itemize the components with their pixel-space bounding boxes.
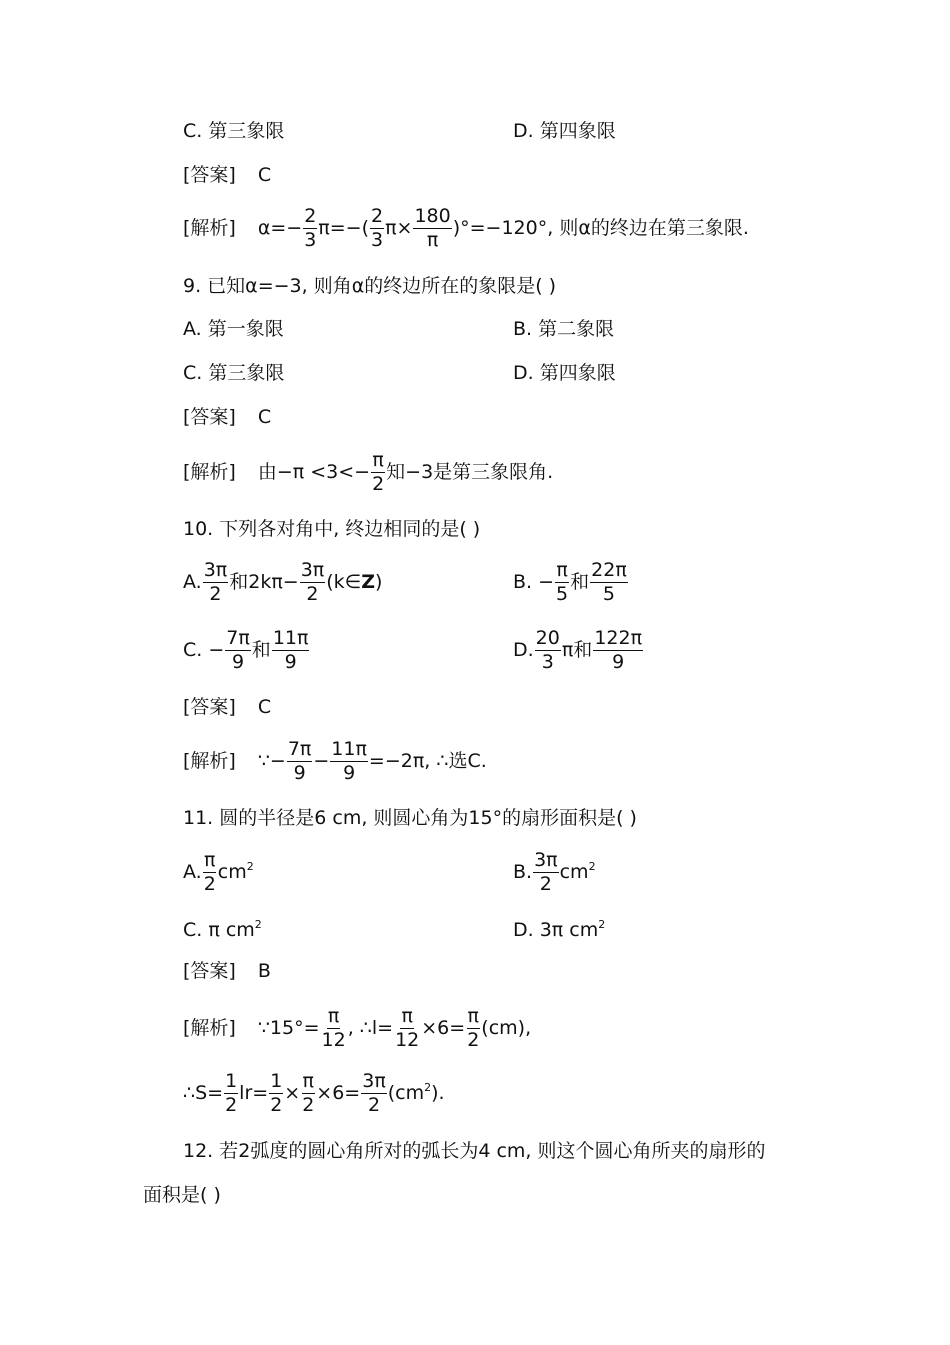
fraction [593, 629, 643, 672]
option-text: cm [559, 861, 589, 883]
option-text: cm [217, 861, 247, 883]
q10-option-c [183, 629, 310, 672]
fraction-numerator: 11π [331, 738, 367, 760]
option-text: 和 [570, 571, 590, 593]
fraction-numerator: π [302, 1070, 314, 1092]
fraction [303, 207, 317, 250]
fraction-numerator: 1 [225, 1070, 238, 1092]
q9-stem: 9. 已知α=−3, 则角α的终边所在的象限是( ) [183, 275, 557, 297]
exp-text: π=−( [318, 217, 369, 239]
fraction [590, 561, 628, 604]
fraction [555, 561, 569, 604]
exp-text: ∴S= [183, 1082, 224, 1104]
fraction-denominator: 2 [203, 873, 216, 895]
exp-text: π× [385, 217, 413, 239]
option-text: (k∈ [326, 571, 362, 593]
q9-explanation [183, 451, 553, 494]
fraction-denominator: 2 [539, 873, 552, 895]
fraction-numerator: 20 [535, 627, 560, 649]
fraction [413, 207, 451, 250]
exp-text: )°=−120°, 则α的终边在第三象限. [452, 217, 749, 239]
superscript: 2 [246, 860, 254, 873]
fraction-denominator: 9 [343, 762, 356, 784]
exp-text: ). [431, 1082, 445, 1104]
fraction-denominator: 9 [284, 651, 297, 673]
q11-option-d [513, 919, 605, 940]
exp-text: ×6= [421, 1017, 466, 1039]
fraction [269, 1072, 283, 1115]
q12-stem-line2: 面积是( ) [143, 1184, 221, 1206]
fraction-denominator: π [426, 229, 439, 251]
exp-text: − [313, 750, 330, 772]
option-letter: D. [513, 639, 534, 661]
option-text: D. 3π cm [513, 919, 599, 941]
q9-option-b: B. 第二象限 [513, 318, 615, 340]
answer-label: [答案] [183, 406, 236, 428]
q11-option-c [183, 919, 262, 940]
fraction-denominator: 2 [225, 1094, 238, 1116]
fraction-denominator: 2 [372, 473, 385, 495]
q11-option-a [183, 851, 254, 894]
fraction-denominator: 2 [209, 583, 222, 605]
exp-text: lr= [239, 1082, 269, 1104]
answer-value: B [257, 960, 271, 982]
fraction [394, 1007, 420, 1050]
fraction-denominator: 5 [602, 583, 616, 605]
exp-text: 知−3是第三象限角. [386, 461, 554, 483]
option-text: C. π cm [183, 919, 255, 941]
superscript: 2 [424, 1081, 432, 1094]
q8-option-c: C. 第三象限 [183, 120, 285, 142]
fraction-denominator: 12 [321, 1029, 346, 1051]
option-letter: C. − [183, 639, 225, 661]
fraction-numerator: 2 [304, 205, 317, 227]
fraction-numerator: 1 [270, 1070, 283, 1092]
fraction [225, 629, 251, 672]
fraction [287, 740, 313, 783]
fraction-numerator: 3π [203, 559, 228, 581]
q11-option-b [513, 851, 596, 894]
q10-explanation [183, 740, 487, 783]
fraction-denominator: 2 [302, 1094, 315, 1116]
fraction-numerator: π [467, 1005, 479, 1027]
exp-text: 由−π <3<− [257, 461, 371, 483]
q8-option-d: D. 第四象限 [513, 120, 616, 142]
fraction-numerator: π [327, 1005, 340, 1027]
q10-answer [183, 698, 271, 717]
exp-text: × [284, 1082, 301, 1104]
fraction-numerator: 7π [287, 738, 312, 760]
fraction-numerator: π [556, 559, 568, 581]
fraction [203, 851, 217, 894]
q11-area-derivation [183, 1072, 445, 1115]
exp-text: =−2π, ∴选C. [368, 750, 487, 772]
fraction-denominator: 2 [306, 583, 319, 605]
q8-answer [183, 166, 271, 185]
q8-explanation [183, 207, 749, 250]
q10-option-d [513, 629, 644, 672]
answer-label: [答案] [183, 696, 236, 718]
fraction [330, 740, 368, 783]
fraction [361, 1072, 387, 1115]
option-text: π和 [561, 639, 593, 661]
integer-set-symbol: Z [361, 571, 375, 593]
fraction-denominator: 2 [367, 1094, 381, 1116]
fraction-numerator: 2 [371, 205, 384, 227]
option-letter: B. − [513, 571, 555, 593]
superscript: 2 [598, 918, 606, 931]
fraction-numerator: 3π [300, 559, 325, 581]
exp-text: α=− [257, 217, 303, 239]
answer-label: [答案] [183, 960, 236, 982]
fraction-numerator: π [372, 449, 384, 471]
superscript: 2 [254, 918, 262, 931]
fraction [300, 561, 326, 604]
q9-option-a: A. 第一象限 [183, 318, 284, 340]
q10-option-a [183, 561, 382, 604]
fraction-numerator: 11π [272, 627, 309, 649]
fraction-numerator: 3π [534, 849, 558, 871]
fraction [203, 561, 229, 604]
fraction [370, 207, 384, 250]
fraction-denominator: 9 [293, 762, 306, 784]
fraction-numerator: 3π [362, 1070, 386, 1092]
fraction-denominator: 9 [612, 651, 625, 673]
fraction-numerator: 22π [591, 559, 627, 581]
fraction-denominator: 3 [541, 651, 554, 673]
fraction-denominator: 3 [371, 229, 384, 251]
q9-option-d: D. 第四象限 [513, 362, 616, 384]
answer-label: [答案] [183, 164, 236, 186]
answer-value: C [257, 696, 272, 718]
q9-answer [183, 408, 271, 427]
fraction [535, 629, 561, 672]
fraction [371, 451, 385, 494]
fraction [301, 1072, 315, 1115]
exp-text: ×6= [316, 1082, 361, 1104]
q12-stem-line1: 12. 若2弧度的圆心角所对的弧长为4 cm, 则这个圆心角所夹的扇形的 [183, 1140, 766, 1162]
explanation-label: [解析] [183, 461, 236, 483]
exp-text: ∵− [257, 750, 286, 772]
option-text: 和2kπ− [229, 571, 299, 593]
fraction [466, 1007, 480, 1050]
explanation-label: [解析] [183, 750, 236, 772]
fraction [533, 851, 559, 894]
fraction-denominator: 5 [556, 583, 569, 605]
exp-text: , ∴l= [347, 1017, 394, 1039]
answer-value: C [257, 164, 272, 186]
q11-explanation [183, 1007, 531, 1050]
fraction-denominator: 2 [270, 1094, 283, 1116]
fraction [272, 629, 310, 672]
fraction-numerator: π [401, 1005, 413, 1027]
fraction-denominator: 9 [231, 651, 245, 673]
explanation-label: [解析] [183, 217, 236, 239]
superscript: 2 [588, 860, 596, 873]
answer-value: C [257, 406, 272, 428]
exp-text: ∵15°= [257, 1017, 320, 1039]
option-text: ) [374, 571, 383, 593]
explanation-label: [解析] [183, 1017, 236, 1039]
fraction [321, 1007, 347, 1050]
exp-text: (cm), [481, 1017, 532, 1039]
option-letter: B. [513, 861, 533, 883]
fraction-denominator: 3 [304, 229, 317, 251]
fraction-numerator: 122π [594, 627, 643, 649]
option-text: 和 [251, 639, 271, 661]
fraction-numerator: 7π [226, 627, 250, 649]
q10-option-b [513, 561, 629, 604]
fraction [224, 1072, 238, 1115]
exp-text: (cm [387, 1082, 425, 1104]
q10-stem: 10. 下列各对角中, 终边相同的是( ) [183, 518, 481, 540]
fraction-numerator: π [204, 849, 216, 871]
fraction-denominator: 2 [467, 1029, 480, 1051]
q11-answer [183, 962, 271, 981]
fraction-numerator: 180 [414, 205, 451, 227]
option-letter: A. [183, 861, 202, 883]
q9-option-c: C. 第三象限 [183, 362, 285, 384]
q11-stem: 11. 圆的半径是6 cm, 则圆心角为15°的扇形面积是( ) [183, 807, 637, 829]
fraction-denominator: 12 [395, 1029, 420, 1051]
option-letter: A. [183, 571, 202, 593]
